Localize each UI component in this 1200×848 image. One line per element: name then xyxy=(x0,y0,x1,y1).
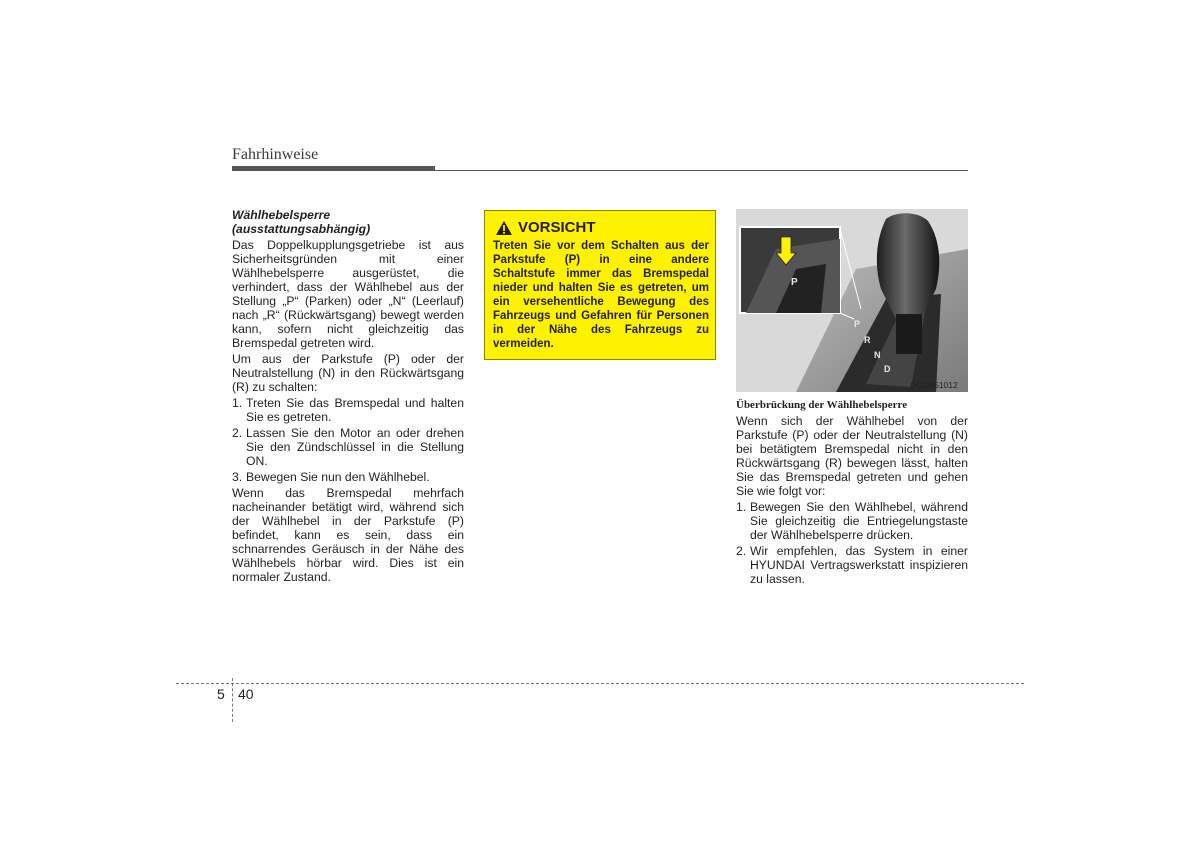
intro-paragraph: Das Doppelkupplungsgetriebe ist aus Sicherheitsgründen mit einer Wählhebelsperre ausgerüstet, die verhindert, dass der Wählhebel aus der Stellung „P“ (Parken) oder „N“ (Leerlauf) nach „R“ (Rückwärtsgang) bewegt werden kann, sofern nicht gleichzeitig das Bremspedal getreten wird. xyxy=(232,238,464,350)
section-heading: Überbrückung der Wählhebelsperre xyxy=(736,399,908,411)
page-number: 40 xyxy=(238,686,254,702)
list-item xyxy=(232,396,464,424)
gear-selector-photo xyxy=(736,209,968,392)
instruction-paragraph: Um aus der Parkstufe (P) oder der Neutralstellung (N) in den Rückwärtsgang (R) zu schalten: xyxy=(232,352,464,394)
caution-text: Treten Sie vor dem Schalten aus der Parkstufe (P) in eine andere Schaltstufe immer das Bremspedal nieder und halten Sie es getreten, um ein versehentliche Bewegung des Fahrzeugs und Gefahren für Personen in der Nähe des Fahrzeugs zu vermeiden. xyxy=(493,240,709,350)
caution-header xyxy=(495,219,596,236)
list-item xyxy=(232,426,464,468)
right-column xyxy=(736,398,968,588)
list-text: Treten Sie das Bremspedal und halten Sie es getreten. xyxy=(246,396,464,424)
page-header-title: Fahrhinweise xyxy=(232,146,319,163)
header-rule-thick xyxy=(232,166,435,171)
gear-label-p: P xyxy=(854,319,861,329)
header-rule-thin xyxy=(435,170,968,171)
list-number: 2. xyxy=(736,544,747,558)
gear-selector-illustration xyxy=(736,209,968,392)
footer-separator xyxy=(232,678,233,722)
caution-title: VORSICHT xyxy=(518,219,596,236)
figure-code: OGD051012 xyxy=(910,380,958,390)
list-text: Lassen Sie den Motor an oder drehen Sie den Zündschlüssel in die Stellung ON. xyxy=(246,426,464,468)
note-paragraph: Wenn das Bremspedal mehrfach nacheinander betätigt wird, während sich der Wählhebel in der Parkstufe (P) befindet, kann es sein, dass ein schnarrendes Geräusch in der Nähe des Wählhebels hörbar wird. Dies ist ein normaler Zustand. xyxy=(232,486,464,584)
list-item xyxy=(232,470,464,484)
footer-rule xyxy=(176,683,1024,684)
caution-box xyxy=(484,210,716,360)
gear-label-n: N xyxy=(874,350,881,360)
list-text: Bewegen Sie nun den Wählhebel. xyxy=(246,470,430,484)
section-number: 5 xyxy=(217,686,225,702)
list-number: 2. xyxy=(232,426,243,440)
list-number: 3. xyxy=(232,470,243,484)
list-text: Wir empfehlen, das System in einer HYUNDAI Vertragswerkstatt inspizieren zu lassen. xyxy=(750,544,968,586)
override-paragraph: Wenn sich der Wählhebel von der Parkstufe (P) oder der Neutralstellung (N) bei betätigtem Bremspedal nicht in den Rückwärtsgang (R) bewegen lässt, halten Sie das Bremspedal getreten und gehen Sie wie folgt vor: xyxy=(736,414,968,498)
gear-label-r: R xyxy=(864,335,871,345)
list-item xyxy=(736,544,968,586)
list-text: Bewegen Sie den Wählhebel, während Sie gleichzeitig die Entriegelungstaste der Wählhebelsperre drücken. xyxy=(750,500,968,542)
inset-label-p: P xyxy=(791,277,798,288)
warning-icon xyxy=(495,220,513,236)
left-column xyxy=(232,208,464,586)
list-item xyxy=(736,500,968,542)
list-number: 1. xyxy=(736,500,747,514)
list-number: 1. xyxy=(232,396,243,410)
gear-label-d: D xyxy=(884,364,891,374)
section-heading: Wählhebelsperre (ausstattungsabhängig) xyxy=(232,208,371,236)
